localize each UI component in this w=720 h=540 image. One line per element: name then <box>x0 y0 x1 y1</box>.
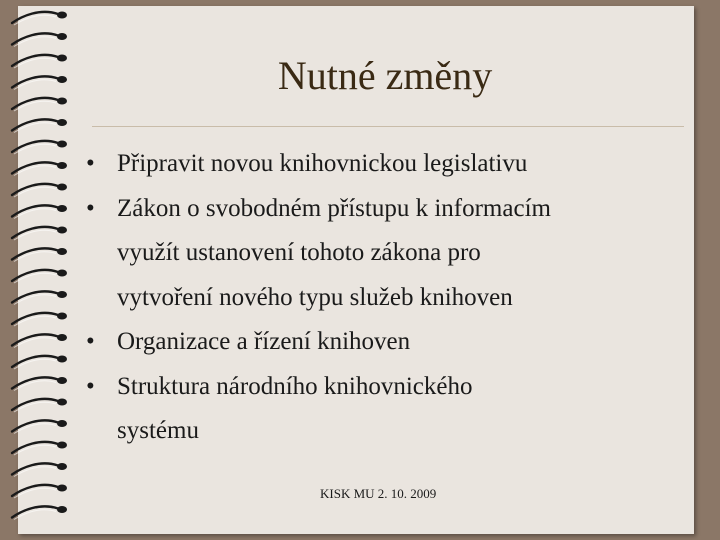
spiral-binding <box>0 0 90 540</box>
bullet-marker: • <box>86 372 95 400</box>
bullet-text: Struktura národního knihovnického <box>117 372 473 400</box>
spiral-ring <box>12 12 67 26</box>
spiral-ring <box>12 399 67 413</box>
bullet-marker: • <box>86 328 95 355</box>
bullet-text: Zákon o svobodném přístupu k informacím <box>117 194 551 222</box>
spiral-ring <box>12 356 67 370</box>
spiral-ring <box>12 313 67 327</box>
slide-title: Nutné změny <box>277 53 493 98</box>
spiral-ring <box>12 334 67 348</box>
bullet-marker: • <box>86 150 95 177</box>
bullet-text: Organizace a řízení knihoven <box>117 328 411 355</box>
bullet-text: systému <box>117 417 199 444</box>
spiral-ring <box>12 55 67 69</box>
spiral-ring <box>12 98 67 112</box>
spiral-ring <box>12 76 67 90</box>
spiral-ring <box>12 506 67 520</box>
continuation-text: vytvoření nového typu služeb knihoven <box>117 283 513 311</box>
spiral-ring <box>12 33 67 47</box>
spiral-ring <box>12 485 67 499</box>
spiral-ring <box>12 119 67 133</box>
bullet-item <box>86 187 706 232</box>
title-divider <box>92 126 684 127</box>
bullet-list <box>86 142 706 454</box>
spiral-ring <box>12 162 67 176</box>
spiral-ring <box>12 463 67 477</box>
bullet-text: Připravit novou knihovnickou legislativu <box>117 150 528 177</box>
spiral-ring <box>12 377 67 391</box>
spiral-ring <box>12 227 67 241</box>
bullet-marker: • <box>86 194 95 222</box>
spiral-ring <box>12 420 67 434</box>
continuation-text: využít ustanovení tohoto zákona pro <box>117 239 481 266</box>
bullet-item <box>86 365 706 454</box>
spiral-ring <box>12 442 67 456</box>
bullet-item <box>86 142 706 187</box>
spiral-ring <box>12 270 67 284</box>
slide-footer: KISK MU 2. 10. 2009 <box>320 486 437 501</box>
spiral-ring <box>12 184 67 198</box>
spiral-ring <box>12 141 67 155</box>
spiral-ring <box>12 205 67 219</box>
continuation-item <box>86 231 706 320</box>
spiral-ring <box>12 291 67 305</box>
spiral-ring <box>12 248 67 262</box>
bullet-item <box>86 320 706 365</box>
